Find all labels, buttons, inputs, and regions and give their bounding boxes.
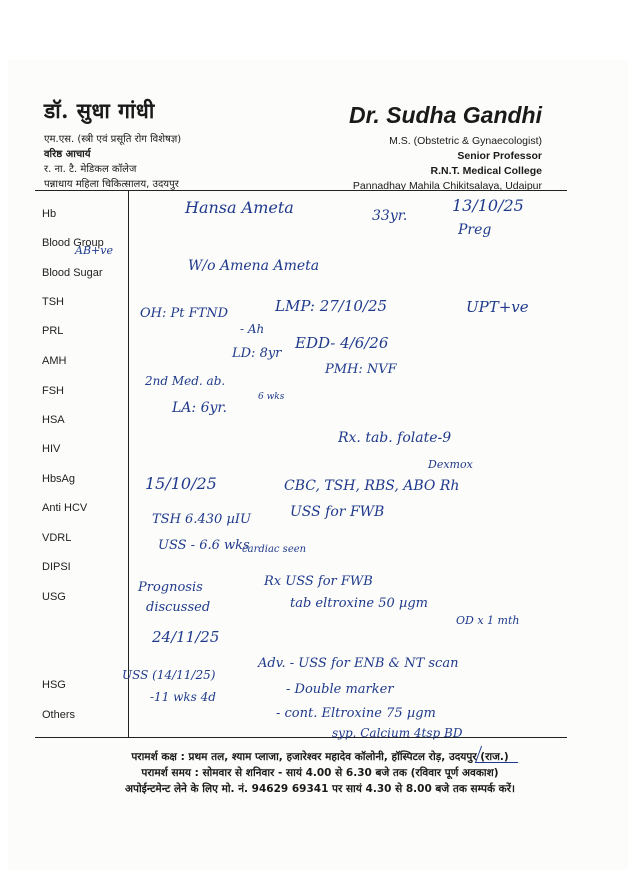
- test-label: Hb: [42, 208, 57, 220]
- investigations: CBC, TSH, RBS, ABO Rh: [284, 478, 460, 494]
- uss-result: USS - 6.6 wks: [158, 538, 250, 553]
- footer-divider: [35, 737, 567, 738]
- degree-hindi: एम.एस. (स्त्री एवं प्रसूति रोग विशेषज्ञ): [44, 134, 182, 145]
- medical-abortion: 2nd Med. ab.: [145, 374, 226, 388]
- degree-english: M.S. (Obstetric & Gynaecologist): [389, 135, 542, 147]
- last-abortion-weeks: 6 wks: [258, 392, 285, 402]
- blood-group-value: AB+ve: [75, 244, 113, 257]
- test-label: DIPSI: [42, 561, 71, 573]
- test-label: HSG: [42, 679, 66, 691]
- column-divider: [128, 190, 129, 737]
- pregnancy-status: Preg: [458, 222, 492, 238]
- header-divider: [35, 190, 567, 191]
- advice-double-marker: - Double marker: [286, 682, 394, 697]
- test-label: HbsAg: [42, 473, 76, 485]
- lmp: LMP: 27/10/25: [275, 297, 388, 315]
- test-label: Anti HCV: [42, 502, 88, 514]
- edd: EDD- 4/6/26: [295, 334, 389, 352]
- hospital-hindi: पन्नाधाय महिला चिकित्सालय, उदयपुर: [44, 179, 179, 190]
- test-label: TSH: [42, 296, 64, 308]
- rx-folate: Rx. tab. folate-9: [338, 430, 452, 446]
- obstetric-history: OH: Pt FTND: [140, 306, 229, 321]
- prognosis: Prognosis: [138, 580, 203, 595]
- patient-name: Hansa Ameta: [185, 198, 294, 217]
- advice-calcium: syp. Calcium 4tsp BD: [332, 726, 463, 740]
- test-label: VDRL: [42, 532, 72, 544]
- letterhead-english: [349, 102, 542, 194]
- test-label: HIV: [42, 443, 61, 455]
- uss-gestation: -11 wks 4d: [150, 690, 216, 704]
- doctor-name-hindi: डॉ. सुधा गांधी: [44, 98, 155, 123]
- tsh-result: TSH 6.430 µIU: [152, 512, 251, 527]
- test-label: AMH: [42, 355, 67, 367]
- last-abortion: LA: 6yr.: [172, 400, 227, 416]
- rx-eltroxine: tab eltroxine 50 µgm: [290, 596, 429, 611]
- letterhead-hindi: [44, 97, 181, 192]
- visit-date-3: 24/11/25: [152, 628, 220, 646]
- title-english: Senior Professor: [457, 150, 542, 162]
- uss-date: USS (14/11/25): [122, 668, 216, 682]
- patient-age: 33yr.: [372, 208, 408, 224]
- visit-date-2: 15/10/25: [145, 474, 217, 493]
- footer-address: परामर्श कक्ष : प्रथम तल, श्याम प्लाजा, हजारेश्वर महादेव कॉलोनी, हॉस्पिटल रोड़, उदयपुर (राज.): [131, 751, 509, 763]
- upt: UPT+ve: [466, 298, 529, 316]
- test-label: FSH: [42, 385, 64, 397]
- footer-timing: परामर्श समय : सोमवार से शनिवार - सायं 4.00 से 6.30 बजे तक (रविवार पूर्ण अवकाश): [141, 767, 499, 779]
- hospital-english: Pannadhay Mahila Chikitsalaya, Udaipur: [352, 180, 542, 192]
- rx-dexmox: Dexmox: [428, 458, 473, 471]
- test-label: USG: [42, 591, 66, 603]
- cardiac-activity: cardiac seen: [242, 544, 307, 555]
- doctor-name-english: Dr. Sudha Gandhi: [349, 102, 542, 128]
- advice: Adv. - USS for ENB & NT scan: [258, 656, 459, 671]
- visit-date: 13/10/25: [452, 196, 524, 215]
- husband-name: W/o Amena Ameta: [188, 258, 320, 274]
- discussed: discussed: [146, 600, 211, 615]
- college-hindi: र. ना. टै. मेडिकल कॉलेज: [44, 164, 137, 175]
- test-label: Blood Group: [42, 237, 104, 249]
- test-label: Blood Sugar: [42, 267, 103, 279]
- footer-appointment: अपोईन्टमेन्ट लेने के लिए मो. नं. 94629 69341 पर सायं 4.30 से 8.00 बजे तक सम्पर्क करें।: [124, 783, 516, 795]
- advice-eltroxine: - cont. Eltroxine 75 µgm: [276, 706, 436, 721]
- test-label: HSA: [42, 414, 65, 426]
- test-label: Others: [42, 709, 76, 721]
- title-hindi: वरिष्ठ आचार्य: [44, 149, 91, 160]
- college-english: R.N.T. Medical College: [430, 165, 542, 177]
- last-delivery: LD: 8yr: [232, 346, 282, 361]
- test-label: PRL: [42, 325, 64, 337]
- obstetric-history-2: - Ah: [240, 322, 265, 336]
- uss-for-fwb: USS for FWB: [290, 504, 385, 520]
- pmh: PMH: NVF: [325, 362, 397, 377]
- rx-duration: OD x 1 mth: [456, 614, 520, 627]
- rx-uss-fwb: Rx USS for FWB: [264, 574, 373, 589]
